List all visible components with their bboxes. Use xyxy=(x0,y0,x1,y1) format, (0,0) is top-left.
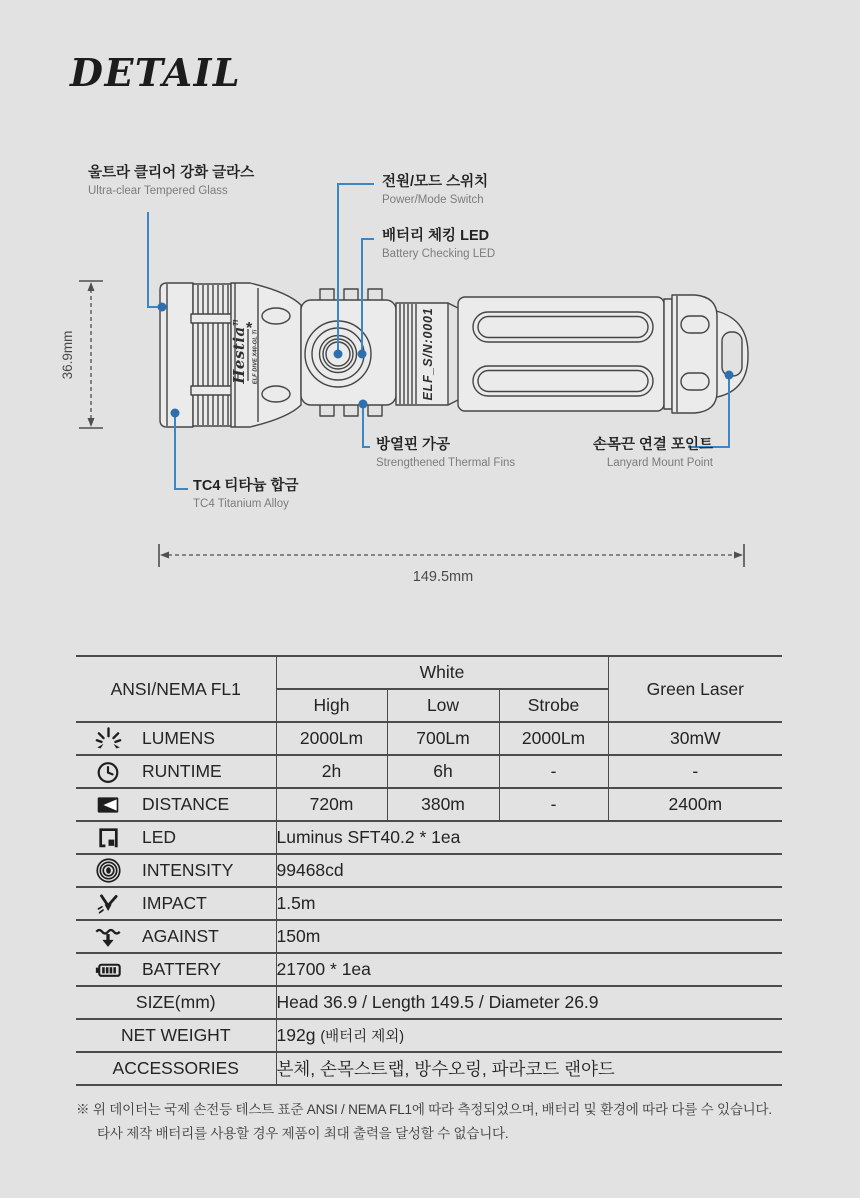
spec-cell: 380m xyxy=(387,788,499,821)
callout-thermal-fins: 방열핀 가공 Strengthened Thermal Fins xyxy=(376,437,516,469)
spec-cell: 150m xyxy=(276,920,782,953)
spec-cell: 2400m xyxy=(608,788,782,821)
distance-icon xyxy=(90,792,126,818)
spec-row-battery: BATTERY 21700 * 1ea xyxy=(76,953,782,986)
spec-row-size xyxy=(76,986,782,1019)
battery-icon xyxy=(90,956,126,984)
model-text: ELF DIVE X40-GL Ti xyxy=(252,329,259,385)
spec-row-against: AGAINST 150m xyxy=(76,920,782,953)
spec-row-runtime: RUNTIME 2h 6h - - xyxy=(76,755,782,788)
spec-cell: 720m xyxy=(276,788,387,821)
spec-cell: 2h xyxy=(276,755,387,788)
spec-mode-strobe: Strobe xyxy=(499,689,608,722)
spec-cell: 30mW xyxy=(608,722,782,755)
spec-corner-label: ANSI/NEMA FL1 xyxy=(76,656,276,722)
footnote xyxy=(76,1098,792,1145)
brand-sup-text: TI xyxy=(233,319,240,326)
footnote-line1: ※ 위 데이터는 국제 손전등 테스트 표준 ANSI / NEMA FL1에 따라 측정되었으며, 배터리 및 환경에 따라 다를 수 있습니다. xyxy=(76,1102,772,1117)
spec-cell: - xyxy=(499,755,608,788)
spec-cell: 2000Lm xyxy=(499,722,608,755)
footnote-line2: 타사 제작 배터리를 사용할 경우 제품이 최대 출력을 달성할 수 없습니다. xyxy=(97,1125,509,1141)
brand-star-icon: * xyxy=(246,320,253,337)
spec-cell: 21700 * 1ea xyxy=(276,953,782,986)
callout-battery-led: 배터리 체킹 LED Battery Checking LED xyxy=(382,228,496,260)
spec-white-group-header: White xyxy=(276,656,608,689)
dimension-length-label: 149.5mm xyxy=(412,569,474,585)
spec-cell: 192g (배터리 제외) xyxy=(276,1019,782,1052)
spec-cell: 본체, 손목스트랩, 방수오링, 파라코드 랜야드 xyxy=(276,1052,782,1085)
spec-cell: 1.5m xyxy=(276,887,782,920)
spec-label: SIZE(mm) xyxy=(76,986,276,1019)
brand-text: Hestia xyxy=(230,326,248,384)
spec-label: ACCESSORIES xyxy=(76,1052,276,1085)
lumens-icon xyxy=(90,725,126,752)
spec-row-accessories xyxy=(76,1052,782,1085)
spec-row-weight xyxy=(76,1019,782,1052)
runtime-icon xyxy=(90,759,126,785)
callout-tempered-glass: 울트라 클리어 강화 글라스 Ultra-clear Tempered Glass xyxy=(88,165,255,197)
against-icon xyxy=(90,923,126,951)
spec-row-lumens: LUMENS 2000Lm 700Lm 2000Lm 30mW xyxy=(76,722,782,755)
spec-cell: - xyxy=(499,788,608,821)
spec-mode-high: High xyxy=(276,689,387,722)
spec-mode-low: Low xyxy=(387,689,499,722)
spec-cell: 2000Lm xyxy=(276,722,387,755)
spec-header-row xyxy=(76,656,782,689)
callout-power-switch: 전원/모드 스위치 Power/Mode Switch xyxy=(382,174,489,206)
spec-table-section xyxy=(76,655,782,1086)
spec-cell: Luminus SFT40.2 * 1ea xyxy=(276,821,782,854)
spec-row-intensity: INTENSITY 99468cd xyxy=(76,854,782,887)
spec-row-impact: IMPACT 1.5m xyxy=(76,887,782,920)
spec-laser-header: Green Laser xyxy=(608,656,782,722)
spec-cell: - xyxy=(608,755,782,788)
spec-row-led: LED Luminus SFT40.2 * 1ea xyxy=(76,821,782,854)
spec-cell: 6h xyxy=(387,755,499,788)
serial-text: ELF_S/N:0001 xyxy=(421,307,435,401)
page-title: DETAIL xyxy=(70,50,242,95)
dimension-height-label: 36.9mm xyxy=(60,330,75,380)
spec-table xyxy=(76,655,782,1086)
intensity-icon xyxy=(90,857,126,884)
spec-row-distance: DISTANCE 720m 380m - 2400m xyxy=(76,788,782,821)
spec-cell: 700Lm xyxy=(387,722,499,755)
spec-label: NET WEIGHT xyxy=(76,1019,276,1052)
spec-cell: Head 36.9 / Length 149.5 / Diameter 26.9 xyxy=(276,986,782,1019)
impact-icon xyxy=(90,891,126,917)
callout-titanium-alloy: TC4 티타늄 합금 TC4 Titanium Alloy xyxy=(193,478,299,510)
led-icon xyxy=(90,825,126,850)
callout-lanyard-mount: 손목끈 연결 포인트 Lanyard Mount Point xyxy=(592,437,713,469)
spec-cell: 99468cd xyxy=(276,854,782,887)
